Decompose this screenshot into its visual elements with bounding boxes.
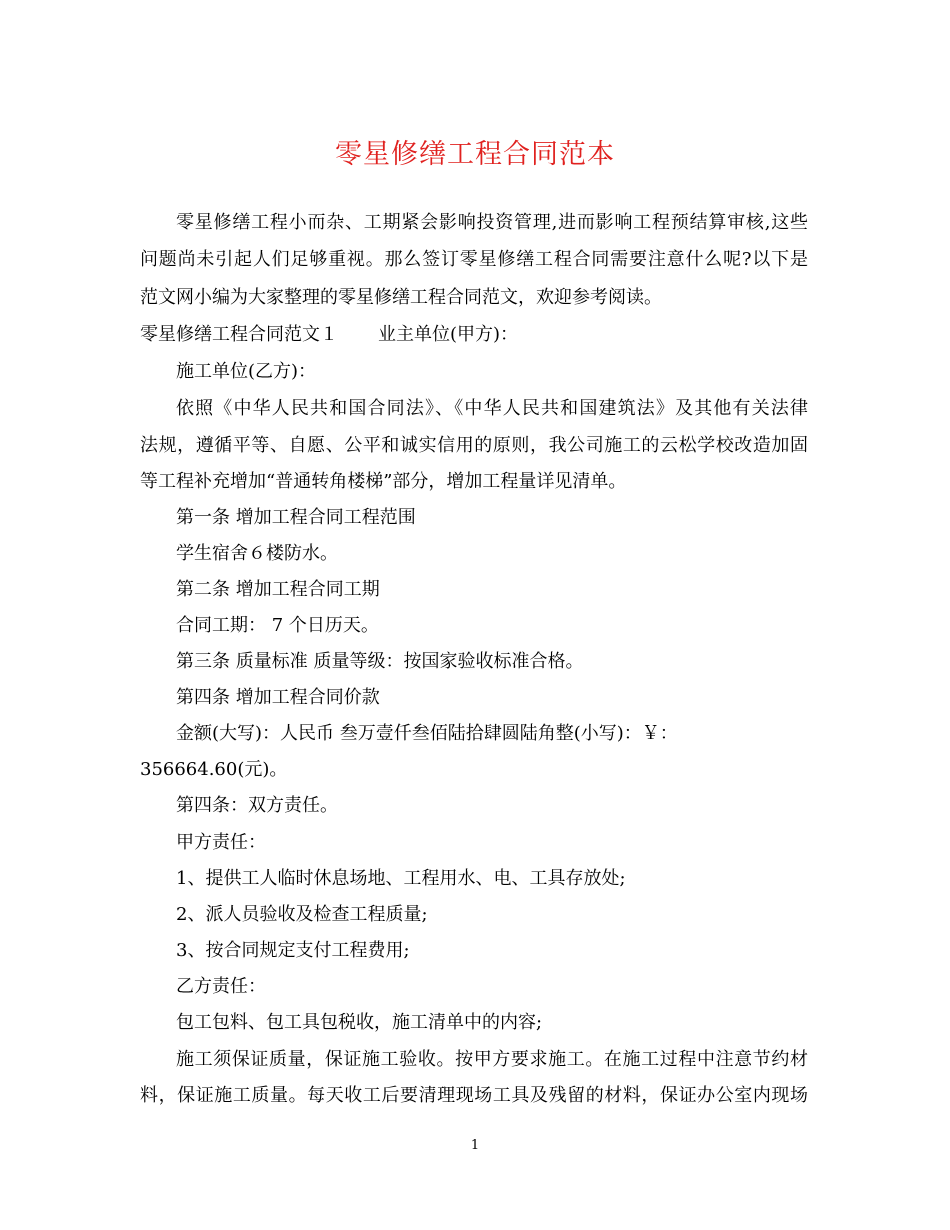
article-4b-title: 第四条：双方责任。 xyxy=(176,795,338,816)
party-a-label: 业主单位(甲方)： xyxy=(378,324,519,345)
section-heading: 零星修缮工程合同范文１ xyxy=(140,324,338,345)
basis-line-3: 等工程补充增加“普通转角楼梯”部分，增加工程量详见清单。 xyxy=(140,471,627,492)
amount-line-1: 金额(大写)：人民币 叁万壹仟叁佰陆拾肆圆陆角整(小写)：￥： xyxy=(176,723,678,744)
party-b-duty-1: 包工包料、包工具包税收，施工清单中的内容; xyxy=(176,1012,543,1033)
party-b-label: 施工单位(乙方)： xyxy=(176,361,317,382)
party-b-duty-2-line-1: 施工须保证质量，保证施工验收。按甲方要求施工。在施工过程中注意节约材 xyxy=(176,1049,808,1070)
basis-line-2: 法规，遵循平等、自愿、公平和诚实信用的原则，我公司施工的云松学校改造加固 xyxy=(140,435,808,456)
section-heading-row xyxy=(140,320,518,346)
page-number: 1 xyxy=(470,1138,480,1153)
party-b-duty-2-line-2: 料，保证施工质量。每天收工后要清理现场工具及残留的材料，保证办公室内现场 xyxy=(140,1085,808,1106)
article-1-body: 学生宿舍６楼防水。 xyxy=(176,543,338,564)
party-a-duty-item: 1、提供工人临时休息场地、工程用水、电、工具存放处; xyxy=(176,868,626,889)
intro-line-3: 范文网小编为大家整理的零星修缮工程合同范文，欢迎参考阅读。 xyxy=(140,287,662,308)
party-a-duty-title: 甲方责任： xyxy=(176,832,266,853)
article-2-body: 合同工期： 7 个日历天。 xyxy=(176,615,379,636)
party-b-duty-title: 乙方责任： xyxy=(176,976,266,997)
basis-line-1: 依照《中华人民共和国合同法》、《中华人民共和国建筑法》及其他有关法律 xyxy=(176,398,808,419)
amount-line-2: 356664.60(元)。 xyxy=(140,759,288,780)
article-4-title: 第四条 增加工程合同价款 xyxy=(176,687,380,708)
party-a-duty-item: 3、按合同规定支付工程费用; xyxy=(176,940,410,961)
article-2-title: 第二条 增加工程合同工期 xyxy=(176,579,380,600)
party-a-duty-item: 2、派人员验收及检查工程质量; xyxy=(176,904,428,925)
article-3: 第三条 质量标准 质量等级：按国家验收标准合格。 xyxy=(176,651,584,672)
document-title: 零星修缮工程合同范本 xyxy=(335,139,615,170)
article-1-title: 第一条 增加工程合同工程范围 xyxy=(176,507,416,528)
intro-line-2: 问题尚未引起人们足够重视。那么签订零星修缮工程合同需要注意什么呢?以下是 xyxy=(140,249,808,270)
intro-line-1: 零星修缮工程小而杂、工期紧会影响投资管理,进而影响工程预结算审核,这些 xyxy=(176,212,808,233)
